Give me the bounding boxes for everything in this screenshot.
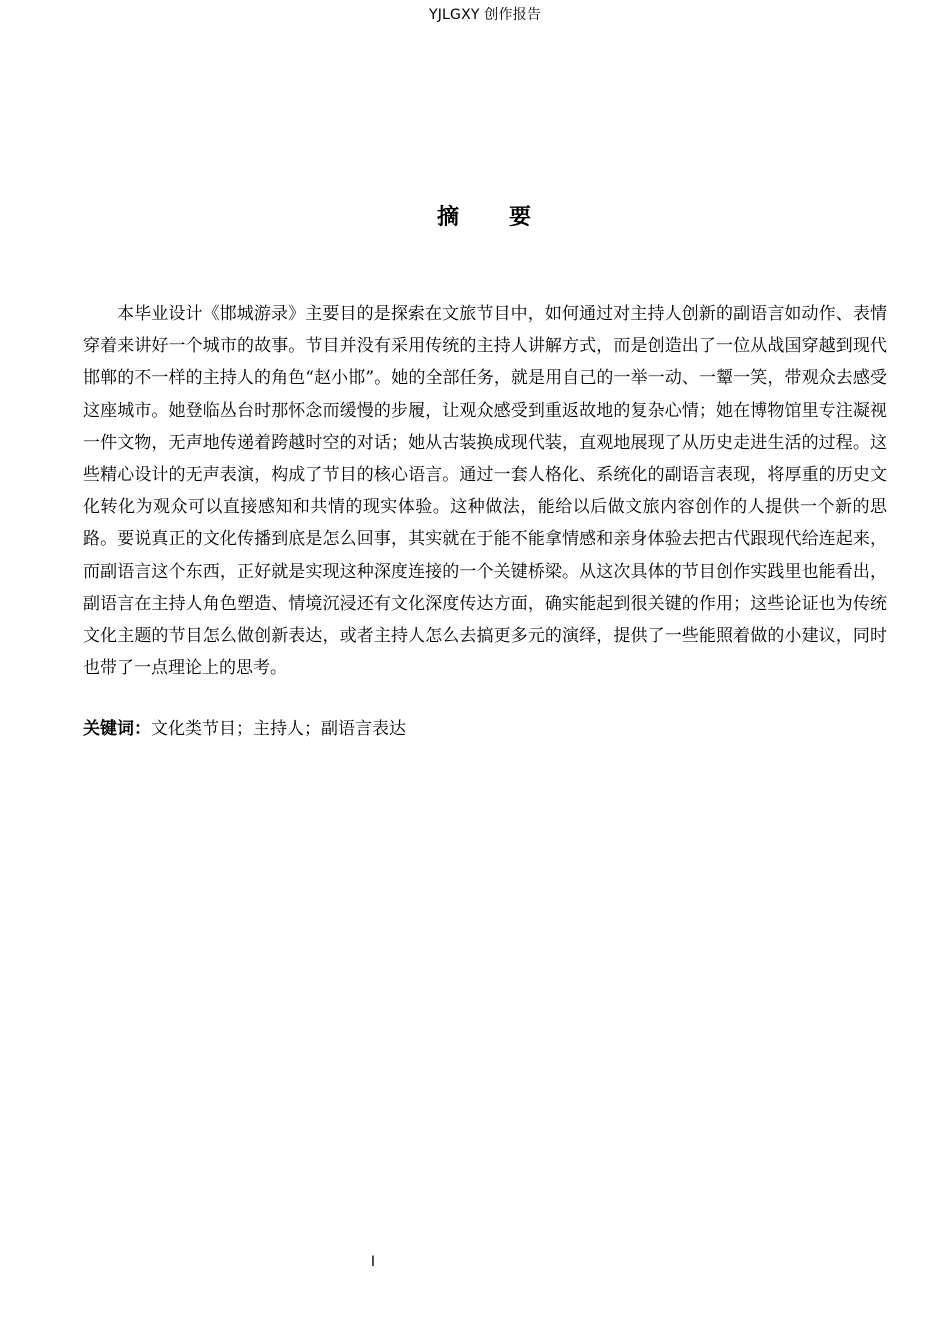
keywords-value: 文化类节目；主持人；副语言表达 (151, 719, 406, 739)
page-header: YJLGXY 创作报告 (428, 7, 542, 23)
abstract-body: 本毕业设计《邯城游录》主要目的是探索在文旅节目中，如何通过对主持人创新的副语言如动作、表情穿着来讲好一个城市的故事。节目并没有采用传统的主持人讲解方式，而是创造出了一位从战国穿越到现代邯郸的不一样的主持人的角色“赵小邯”。她的全部任务，就是用自己的一举一动、一颦一笑，带观众去感受这座城市。她登临丛台时那怀念而缓慢的步履，让观众感受到重返故地的复杂心情；她在博物馆里专注凝视一件文物，无声地传递着跨越时空的对话；她从古装换成现代装，直观地展现了从历史走进生活的过程。这些精心设计的无声表演，构成了节目的核心语言。通过一套人格化、系统化的副语言表现，将厚重的历史文化转化为观众可以直接感知和共情的现实体验。这种做法，能给以后做文旅内容创作的人提供一个新的思路。要说真正的文化传播到底是怎么回事，其实就在于能不能拿情感和亲身体验去把古代跟现代给连起来，而副语言这个东西，正好就是实现这种深度连接的一个关键桥梁。从这次具体的节目创作实践里也能看出，副语言在主持人角色塑造、情境沉浸还有文化深度传达方面，确实能起到很关键的作用；这些论证也为传统文化主题的节目怎么做创新表达，或者主持人怎么去搞更多元的演绎，提供了一些能照着做的小建议，同时也带了一点理论上的思考。 (83, 304, 887, 679)
page-number: I (370, 1254, 376, 1270)
keywords-label: 关键词： (83, 719, 151, 739)
abstract-title: 摘 要 (436, 205, 533, 230)
keywords-line (83, 713, 887, 745)
